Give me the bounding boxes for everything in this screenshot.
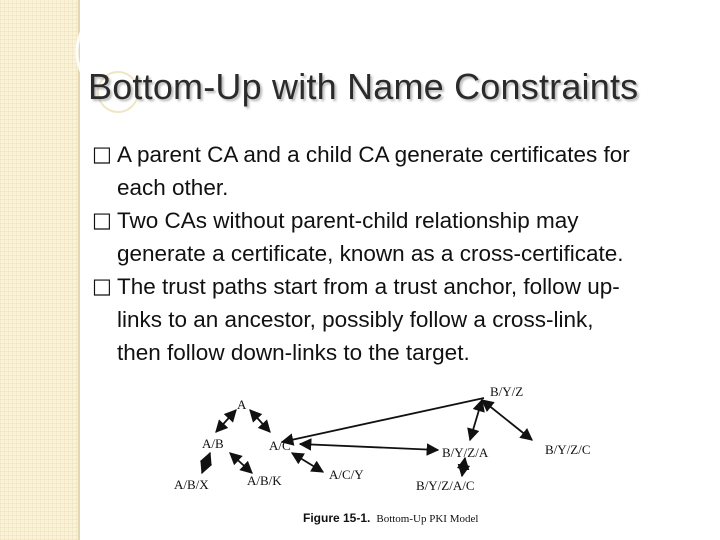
node-byz: B/Y/Z <box>490 384 524 399</box>
node-a: A <box>237 397 247 412</box>
edge-ab-abk <box>230 453 252 473</box>
bullet-marker: □ <box>92 274 112 298</box>
node-byzac: B/Y/Z/A/C <box>416 478 475 493</box>
bullet-line: Two CAs without parent-child relationship may <box>117 208 579 233</box>
bullet-item <box>92 270 717 369</box>
node-abx: A/B/X <box>174 477 209 492</box>
bullet-line: generate a certificate, known as a cross-certificate. <box>117 241 624 266</box>
node-abk: A/B/K <box>247 473 282 488</box>
pki-diagram <box>160 380 620 510</box>
cross-link-byz-ac <box>282 398 484 442</box>
edge-ac-acy <box>292 453 323 472</box>
edge-byz-byzc <box>482 400 532 440</box>
edge-a-ac <box>250 410 270 432</box>
edge-byza-byzac <box>462 458 465 476</box>
node-ac: A/C <box>269 438 291 453</box>
figure-caption <box>303 511 478 525</box>
edge-ab-abx <box>202 453 210 473</box>
bullet-line: links to an ancestor, possibly follow a cross-link, <box>117 307 594 332</box>
bullet-list <box>92 138 717 369</box>
bullet-line: then follow down-links to the target. <box>117 340 470 365</box>
node-acy: A/C/Y <box>329 467 364 482</box>
node-byzc: B/Y/Z/C <box>545 442 591 457</box>
bullet-line: each other. <box>117 175 229 200</box>
caption-text: Bottom-Up PKI Model <box>376 513 479 525</box>
edge-byz-byza <box>470 400 482 440</box>
bullet-marker: □ <box>92 142 112 166</box>
cross-link-ac-byza <box>300 444 438 450</box>
bullet-marker: □ <box>92 208 112 232</box>
slide-title: Bottom-Up with Name Constraints <box>88 66 639 107</box>
bullet-item <box>92 138 717 204</box>
node-ab: A/B <box>202 436 224 451</box>
caption-label: Figure 15-1. <box>303 511 371 525</box>
node-byza: B/Y/Z/A <box>442 445 489 460</box>
bullet-line: A parent CA and a child CA generate certificates for <box>117 142 630 167</box>
bullet-line: The trust paths start from a trust anchor, follow up- <box>117 274 620 299</box>
edge-a-ab <box>216 410 236 432</box>
bullet-item <box>92 204 717 270</box>
